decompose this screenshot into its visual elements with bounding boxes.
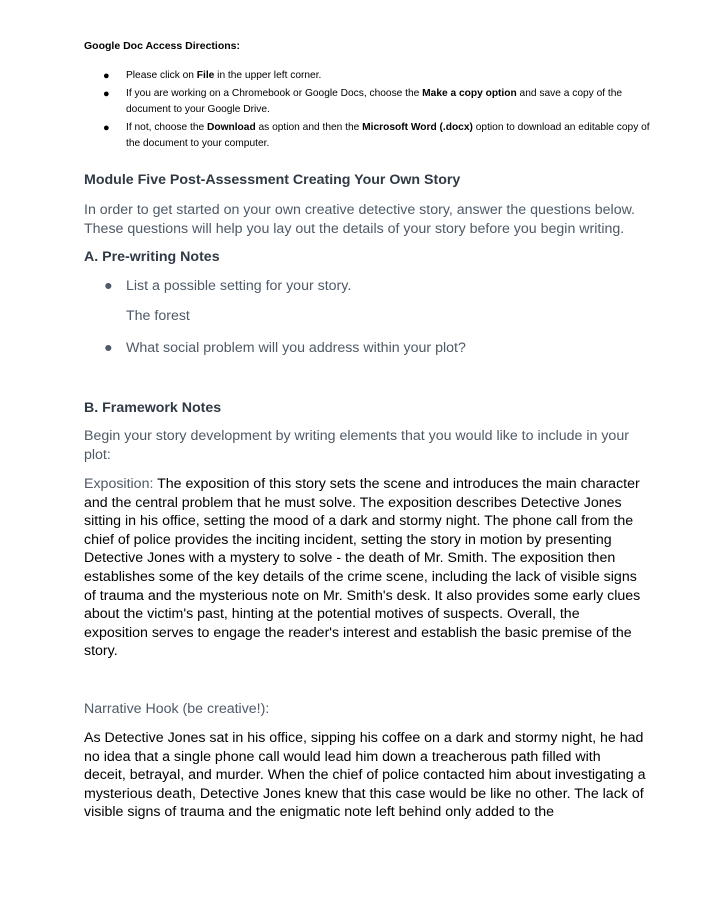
bullet-icon: ● bbox=[104, 278, 113, 294]
access-item-text bbox=[126, 122, 650, 149]
bold-segment: File bbox=[196, 70, 215, 81]
access-item bbox=[84, 120, 664, 152]
question-text: List a possible setting for your story. bbox=[126, 278, 352, 294]
prewriting-heading: A. Pre-writing Notes bbox=[84, 249, 220, 265]
text-segment: If you are working on a Chromebook or Google Docs, choose the bbox=[126, 88, 423, 99]
text-segment: Please click on bbox=[126, 70, 197, 81]
bullet-icon: ● bbox=[104, 340, 113, 356]
bullet-icon: ● bbox=[103, 122, 110, 134]
exposition-label: Exposition: bbox=[84, 476, 154, 492]
access-item-text bbox=[126, 88, 622, 115]
access-directions-heading: Google Doc Access Directions: bbox=[84, 40, 240, 52]
text-segment: and save a copy of the document to your Google Drive. bbox=[126, 88, 623, 115]
text-segment: as option and then the bbox=[255, 122, 363, 133]
access-item-text bbox=[126, 70, 321, 81]
text-segment: option to download an editable copy of the document to your computer. bbox=[126, 122, 650, 149]
exposition-text: The exposition of this story sets the scene and introduces the main character and the central problem that he must solve. The exposition describes Detective Jones sitting in his office, setting the mood of a dark and stormy night. The phone call from the chief of police provides the inciting incident, setting the story in motion by presenting Detective Jones with a mystery to solve - the death of Mr. Smith. The exposition then establishes some of the key details of the crime scene, including the lack of visible signs of trauma and the mysterious note on Mr. Smith's desk. It also provides some early clues about the victim's past, hinting at the potential motives of suspects. Overall, the exposition serves to engage the reader's interest and establish the basic premise of the story. bbox=[84, 476, 641, 660]
narrative-hook-label: Narrative Hook (be creative!): bbox=[84, 701, 270, 717]
bullet-icon: ● bbox=[103, 70, 110, 82]
framework-heading: B. Framework Notes bbox=[84, 400, 222, 416]
prewriting-question-2 bbox=[104, 340, 466, 356]
narrative-hook-text: As Detective Jones sat in his office, sipping his coffee on a dark and stormy night, he had no idea that a single phone call would lead him down a treacherous path filled with deceit, betrayal, and murder. When the chief of police contacted him about investigating a mysterious death, Detective Jones knew that this case would be like no other. The lack of visible signs of trauma and the enigmatic note left behind only added to the bbox=[84, 730, 646, 821]
question-text: What social problem will you address within your plot? bbox=[126, 340, 466, 356]
bullet-icon: ● bbox=[103, 88, 110, 100]
prewriting-answer-1: The forest bbox=[126, 308, 190, 324]
module-title: Module Five Post-Assessment Creating Your Own Story bbox=[84, 172, 461, 188]
prewriting-question-1 bbox=[104, 278, 351, 294]
module-intro: In order to get started on your own creative detective story, answer the questions below. These questions will help you lay out the details of your story before you begin writing. bbox=[84, 202, 635, 237]
access-directions-list bbox=[84, 68, 664, 154]
bold-segment: Microsoft Word (.docx) bbox=[362, 122, 473, 133]
access-item bbox=[84, 68, 664, 84]
framework-intro: Begin your story development by writing elements that you would like to include in your plot: bbox=[84, 428, 629, 463]
text-segment: in the upper left corner. bbox=[214, 70, 322, 81]
bold-segment: Download bbox=[207, 122, 256, 133]
bold-segment: Make a copy option bbox=[422, 88, 517, 99]
exposition-paragraph bbox=[84, 475, 646, 661]
access-item bbox=[84, 86, 664, 118]
text-segment: If not, choose the bbox=[126, 122, 207, 133]
